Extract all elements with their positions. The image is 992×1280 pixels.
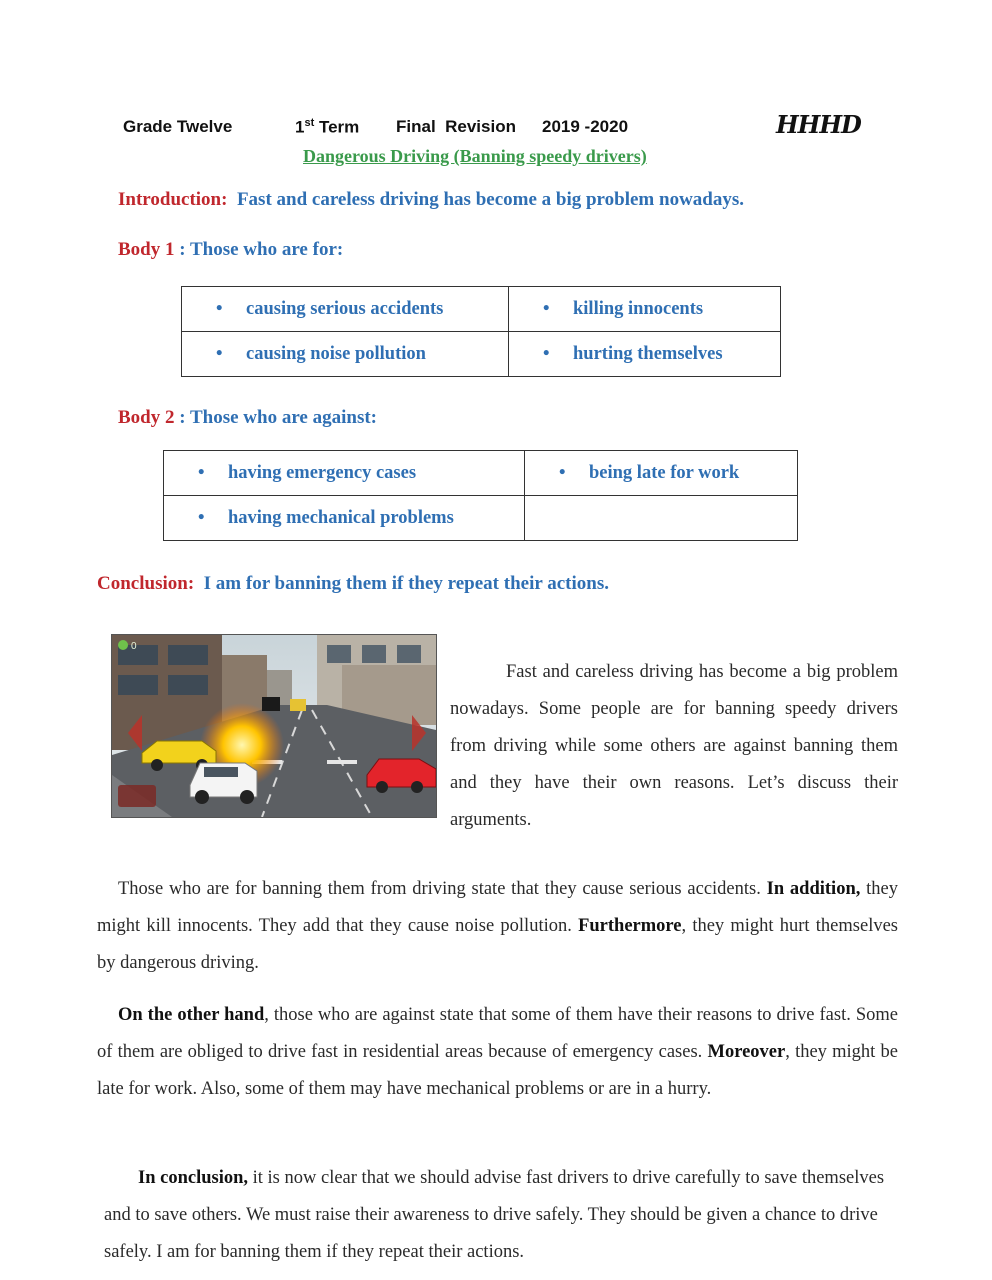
introduction-text: Fast and careless driving has become a big problem nowadays. <box>236 189 745 210</box>
introduction-colon: : <box>221 189 228 210</box>
introduction-line <box>118 189 744 211</box>
essay-paragraph-1: Fast and careless driving has become a big problem nowadays. Some people are for banning speedy drivers from driving while some others are against banning them and they have their own reasons. Let’s discuss their arguments. <box>450 662 898 830</box>
body2-text: Those who are against: <box>189 407 378 428</box>
transition-in-addition: In addition, <box>766 879 861 899</box>
term-number: 1 <box>295 117 305 137</box>
conclusion-line <box>97 573 609 595</box>
header-years: 2019 -2020 <box>542 117 629 136</box>
paragraph-2-text: , they might hurt themselves by dangerous driving. <box>97 916 898 973</box>
essay-paragraph-3 <box>97 997 898 1108</box>
table-cell <box>182 332 509 377</box>
body1-label: Body 1 <box>118 239 175 260</box>
bullet-icon: • <box>216 298 223 319</box>
paragraph-3-text: , those who are against state that some of them have their reasons to drive fast. Some of them are obliged to drive fast in residential areas because of emergency cases. <box>97 1005 898 1062</box>
header-grade: Grade Twelve <box>123 117 233 136</box>
body1-text: Those who are for: <box>189 239 344 260</box>
cell-text: having mechanical problems <box>228 507 454 528</box>
racing-scene-icon <box>112 635 436 817</box>
term-word: Term <box>314 117 360 137</box>
page-title: Dangerous Driving (Banning speedy drivers) <box>303 146 647 166</box>
transition-furthermore: Furthermore <box>578 916 682 936</box>
bullet-icon: • <box>543 343 550 364</box>
table-cell-empty <box>525 496 798 541</box>
bullet-icon: • <box>559 462 566 483</box>
body2-sep: : <box>174 407 190 428</box>
cell-text: causing noise pollution <box>246 343 426 364</box>
transition-in-conclusion: In conclusion, <box>138 1168 249 1188</box>
body1-sep: : <box>174 239 190 260</box>
table-cell <box>182 287 509 332</box>
table-cell <box>509 332 781 377</box>
transition-moreover: Moreover <box>707 1042 786 1062</box>
bullet-icon: • <box>543 298 550 319</box>
body1-table <box>181 286 781 377</box>
table-row <box>182 332 781 377</box>
table-cell <box>525 451 798 496</box>
cell-text: having emergency cases <box>228 462 417 483</box>
transition-on-the-other-hand: On the other hand <box>118 1005 265 1025</box>
body2-label: Body 2 <box>118 407 175 428</box>
body2-table <box>163 450 798 541</box>
body1-line <box>118 239 343 261</box>
cell-text: killing innocents <box>573 298 704 319</box>
essay-paragraph-4 <box>104 1160 886 1271</box>
header-term <box>295 117 359 138</box>
paragraph-2-text: they might kill innocents. They add that they cause noise pollution. <box>97 879 899 936</box>
cell-text: being late for work <box>589 462 740 483</box>
term-suffix: st <box>304 117 315 129</box>
table-cell <box>164 496 525 541</box>
author-logo: HHHD <box>776 110 861 139</box>
bullet-icon: • <box>198 462 205 483</box>
bullet-icon: • <box>216 343 223 364</box>
paragraph-2-text: Those who are for banning them from driving state that they cause serious accidents. <box>118 879 767 899</box>
paragraph-4-text: it is now clear that we should advise fast drivers to drive carefully to save themselves and to save others. We must raise their awareness to drive safely. They should be given a chance to drive safely. I am for banning them if they repeat their actions. <box>104 1168 885 1262</box>
hud-counter: 0 <box>131 641 137 652</box>
conclusion-label: Conclusion <box>97 573 188 594</box>
table-row <box>164 451 798 496</box>
conclusion-colon: : <box>187 573 195 594</box>
header-revision: Final Revision <box>396 117 516 136</box>
table-row <box>182 287 781 332</box>
cell-text: hurting themselves <box>573 343 723 364</box>
paragraph-3-text: , they might be late for work. Also, some of them may have mechanical problems or are in a hurry. <box>97 1042 898 1099</box>
table-cell <box>164 451 525 496</box>
conclusion-text: I am for banning them if they repeat their actions. <box>203 573 609 594</box>
essay-paragraph-2 <box>97 871 898 982</box>
introduction-label: Introduction <box>118 189 222 210</box>
racing-game-image <box>111 634 437 818</box>
body2-line <box>118 407 377 429</box>
table-row <box>164 496 798 541</box>
cell-text: causing serious accidents <box>246 298 444 319</box>
bullet-icon: • <box>198 507 205 528</box>
table-cell <box>509 287 781 332</box>
